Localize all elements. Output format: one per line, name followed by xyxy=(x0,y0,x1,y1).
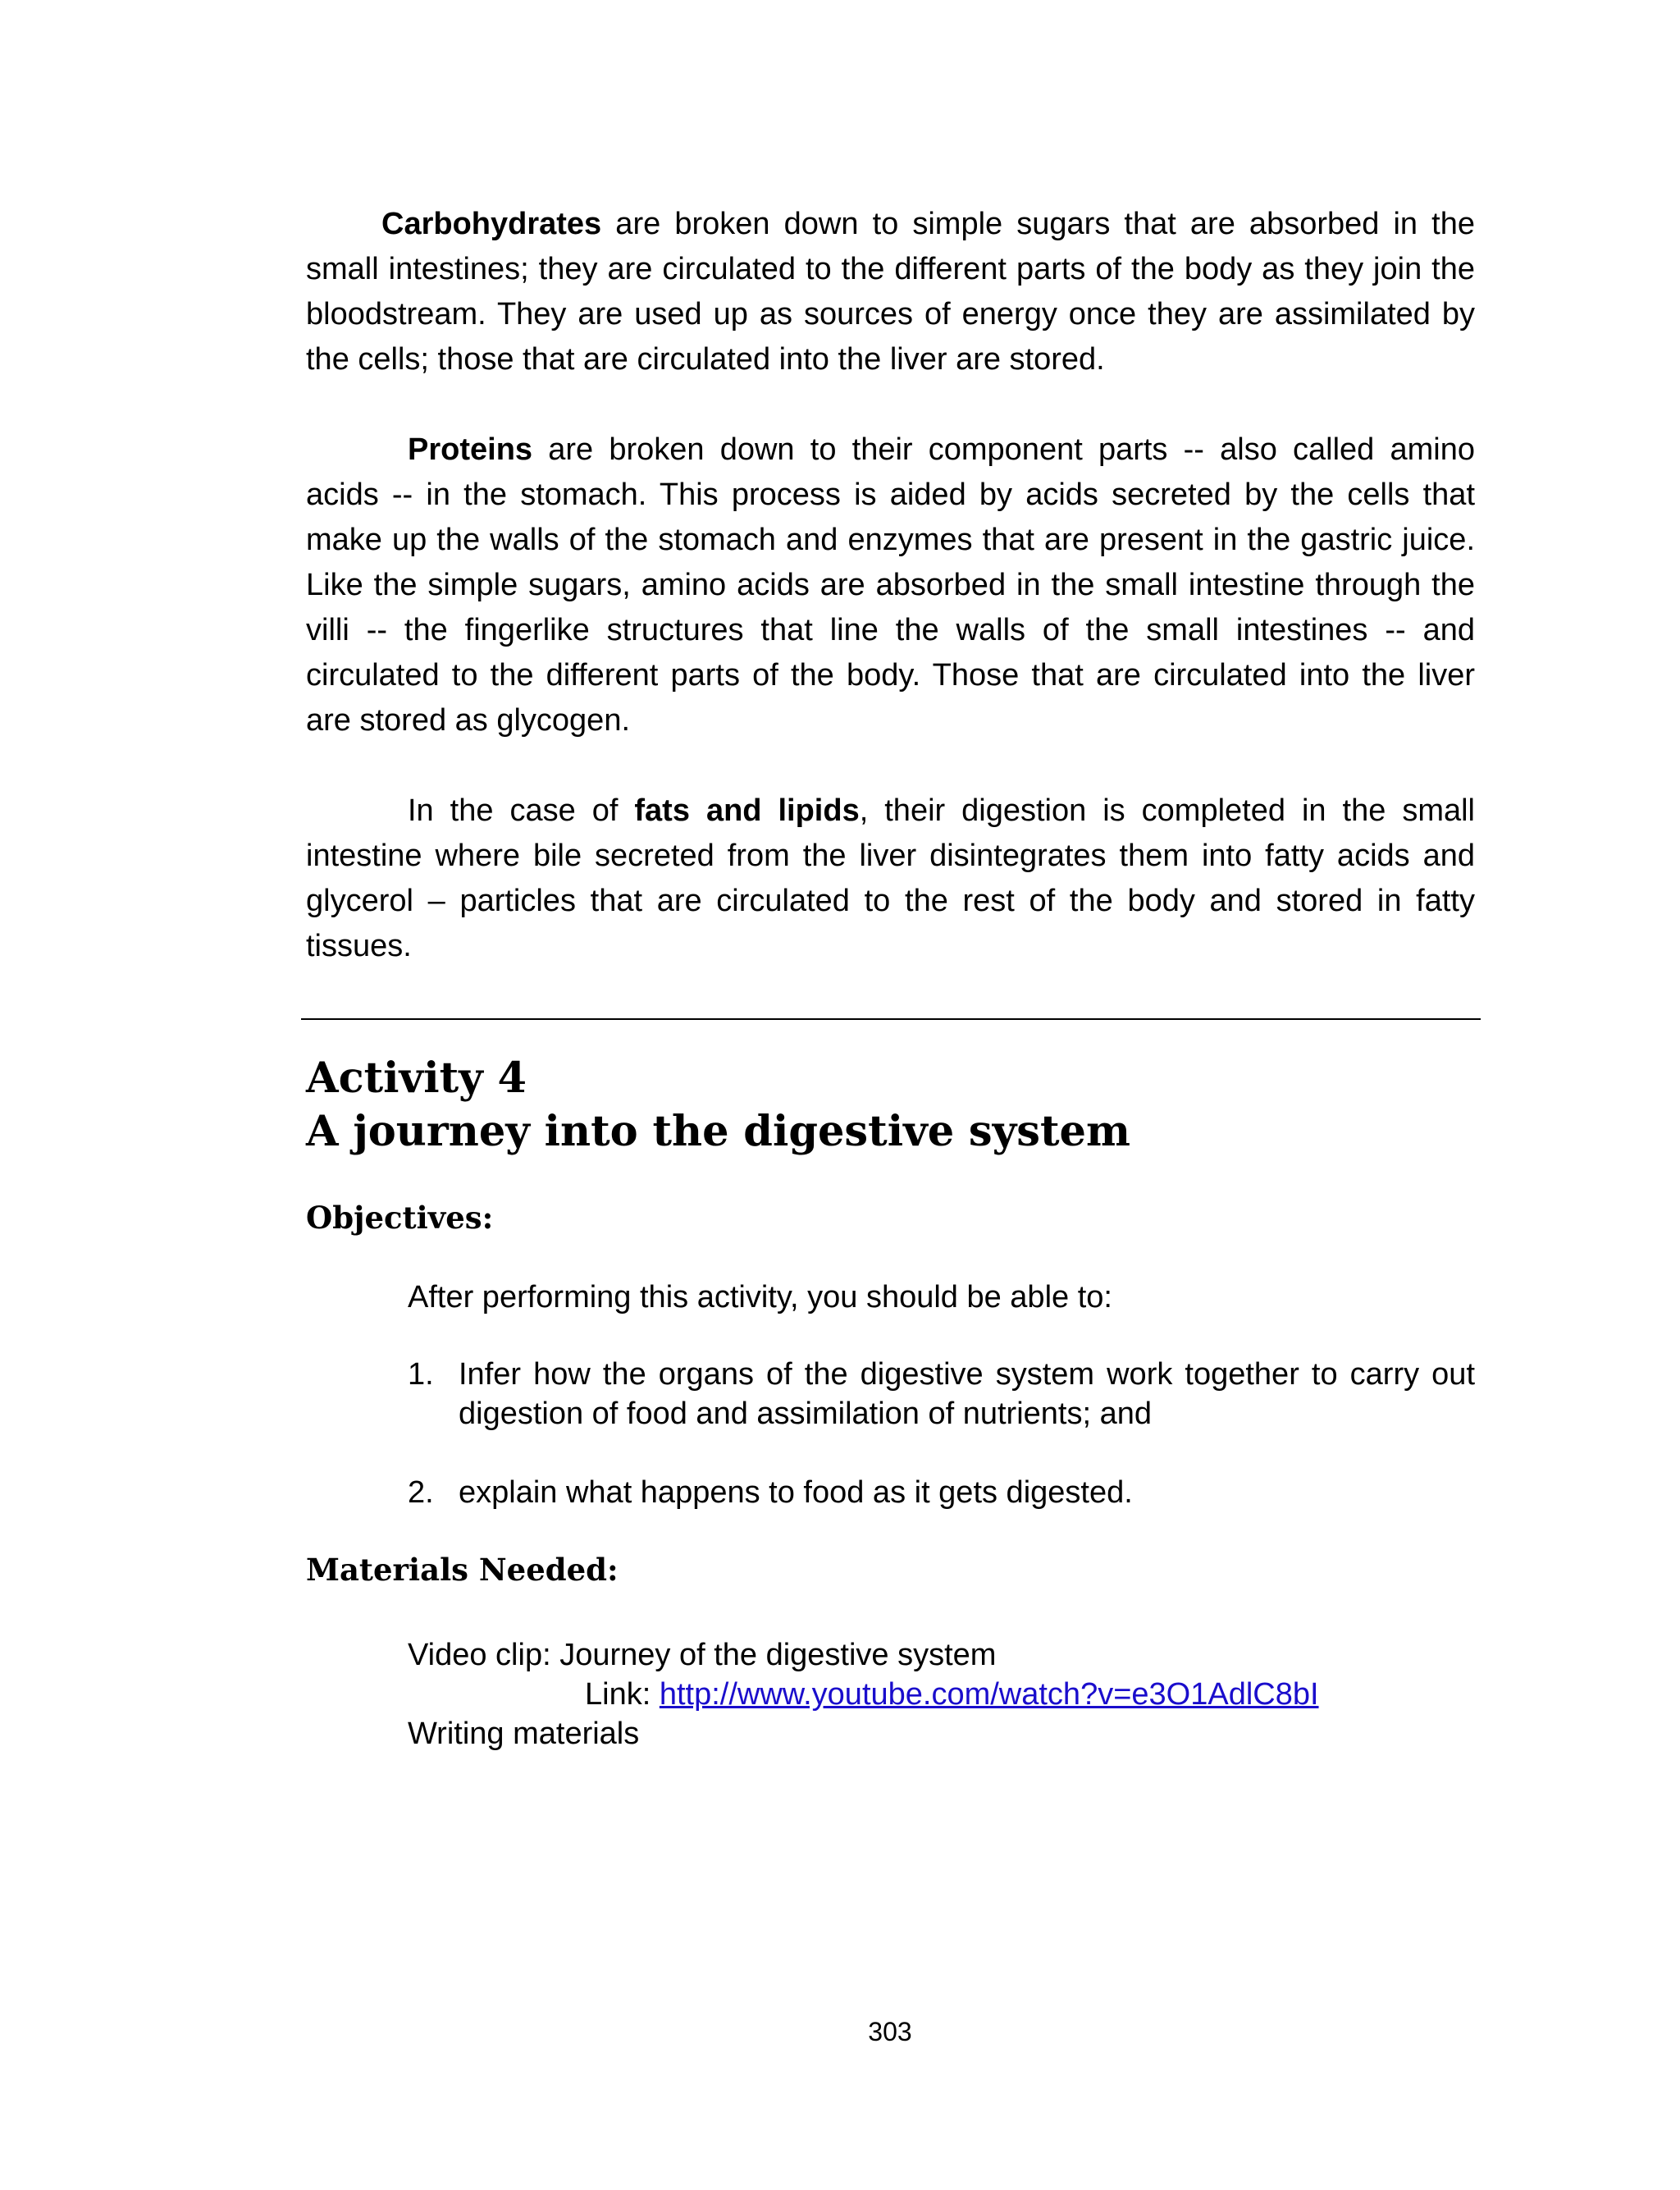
objectives-intro: After performing this activity, you should be able to: xyxy=(408,1280,1112,1314)
fats-paragraph xyxy=(306,789,1475,969)
page-number: 303 xyxy=(868,2017,912,2046)
activity-title: A journey into the digestive system xyxy=(306,1107,1130,1156)
materials-writing: Writing materials xyxy=(408,1717,640,1751)
objectives-list-continued xyxy=(408,1473,1475,1512)
list-item-number: 2. xyxy=(408,1475,434,1510)
list-item xyxy=(408,1473,1475,1512)
proteins-term: Proteins xyxy=(408,432,533,467)
carbohydrates-paragraph xyxy=(306,202,1475,382)
list-item-number: 1. xyxy=(408,1357,434,1392)
carbohydrates-text: are broken down to simple sugars that are absorbed in the small intestines; they are circulated to the different parts of the body as they join the bloodstream. They are used up as sources of energy once they are assimilated by the cells; those that are circulated into the liver are stored. xyxy=(306,207,1475,377)
proteins-paragraph xyxy=(306,427,1475,743)
objectives-heading: Objectives: xyxy=(306,1200,494,1236)
list-item xyxy=(408,1355,1475,1433)
carbohydrates-term: Carbohydrates xyxy=(381,207,602,241)
list-item-text: Infer how the organs of the digestive system work together to carry out digestion of food and assimilation of nutrients; and xyxy=(459,1357,1475,1431)
fats-term: fats and lipids xyxy=(634,793,860,828)
activity-heading xyxy=(306,1052,1130,1159)
list-item-text: explain what happens to food as it gets digested. xyxy=(459,1475,1133,1510)
link-label: Link: xyxy=(585,1677,660,1712)
digestion-text xyxy=(306,202,1475,969)
fats-text: , their digestion is completed in the small intestine where bile secreted from the liver disintegrates them into fatty acids and glycerol – particles that are circulated to the rest of the body and stored in fatty tissues. xyxy=(306,793,1475,963)
materials-link-line xyxy=(585,1675,1319,1714)
fats-prefix: In the case of xyxy=(408,793,635,828)
proteins-text: are broken down to their component parts -- also called amino acids -- in the stomach. This process is aided by acids secreted by the cells that make up the walls of the stomach and enzymes that are present in the gastric juice. Like the simple sugars, amino acids are absorbed in the small intestine through the villi -- the fingerlike structures that line the walls of the small intestines -- and circulated to the different parts of the body. Those that are circulated into the liver are stored as glycogen. xyxy=(306,432,1475,738)
materials-heading: Materials Needed: xyxy=(306,1552,619,1588)
video-link[interactable]: http://www.youtube.com/watch?v=e3O1AdlC8bI xyxy=(659,1677,1319,1712)
materials-video: Video clip: Journey of the digestive system xyxy=(408,1638,997,1672)
objectives-list xyxy=(408,1355,1475,1433)
section-divider xyxy=(301,1018,1481,1020)
activity-number: Activity 4 xyxy=(306,1054,527,1103)
